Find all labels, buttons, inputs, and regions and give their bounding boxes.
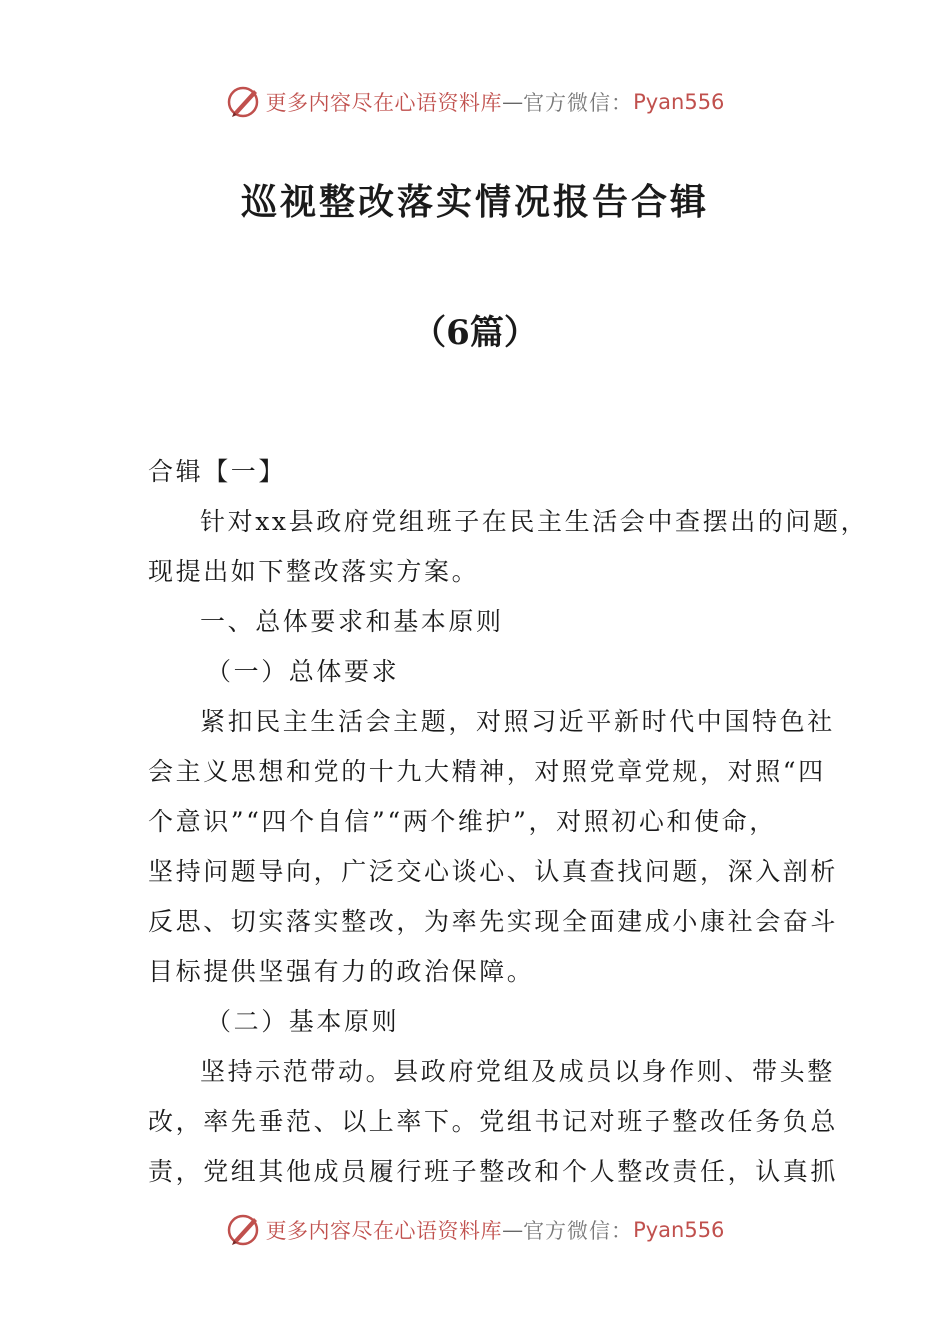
paragraph-line: 现提出如下整改落实方案。 [148,557,480,586]
wechat-id: Pyan556 [633,1218,725,1242]
watermark-separator: — [502,90,524,114]
paragraph-line: 坚持示范带动。县政府党组及成员以身作则、带头整 [200,1057,835,1086]
pen-logo-icon [226,84,262,120]
watermark-text: 更多内容尽在心语资料库 [265,91,503,115]
paragraph-line: 会主义思想和党的十九大精神，对照党章党规，对照“四 [148,757,826,786]
paragraph-line: 改，率先垂范、以上率下。党组书记对班子整改任务负总 [148,1107,839,1136]
wechat-label: 官方微信： [523,91,634,115]
watermark-banner-top [0,82,950,122]
paragraph-line: 紧扣民主生活会主题，对照习近平新时代中国特色社 [200,707,835,736]
section-heading: 合辑【一】 [148,457,287,486]
document-subtitle: （6篇） [412,313,538,353]
watermark-banner-bottom [0,1210,950,1250]
paragraph-line: 个意识”“四个自信”“两个维护”，对照初心和使命， [148,807,777,836]
wechat-id: Pyan556 [633,90,725,114]
paragraph-line: 坚持问题导向，广泛交心谈心、认真查找问题，深入剖析 [148,857,839,886]
subheading-line: （一）总体要求 [206,657,400,686]
paragraph-line: 针对xx县政府党组班子在民主生活会中查摆出的问题， [200,507,869,536]
heading-line: 一、总体要求和基本原则 [200,607,504,636]
watermark-text: 更多内容尽在心语资料库 [265,1219,503,1243]
watermark-separator: — [502,1218,524,1242]
paragraph-line: 反思、切实落实整改，为率先实现全面建成小康社会奋斗 [148,907,839,936]
document-body [148,447,869,1197]
document-title: 巡视整改落实情况报告合辑 [240,181,709,223]
pen-logo-icon [226,1212,262,1248]
wechat-label: 官方微信： [523,1219,634,1243]
paragraph-line: 责，党组其他成员履行班子整改和个人整改责任，认真抓 [148,1157,839,1186]
paragraph-line: 目标提供坚强有力的政治保障。 [148,957,535,986]
subheading-line: （二）基本原则 [206,1007,400,1036]
